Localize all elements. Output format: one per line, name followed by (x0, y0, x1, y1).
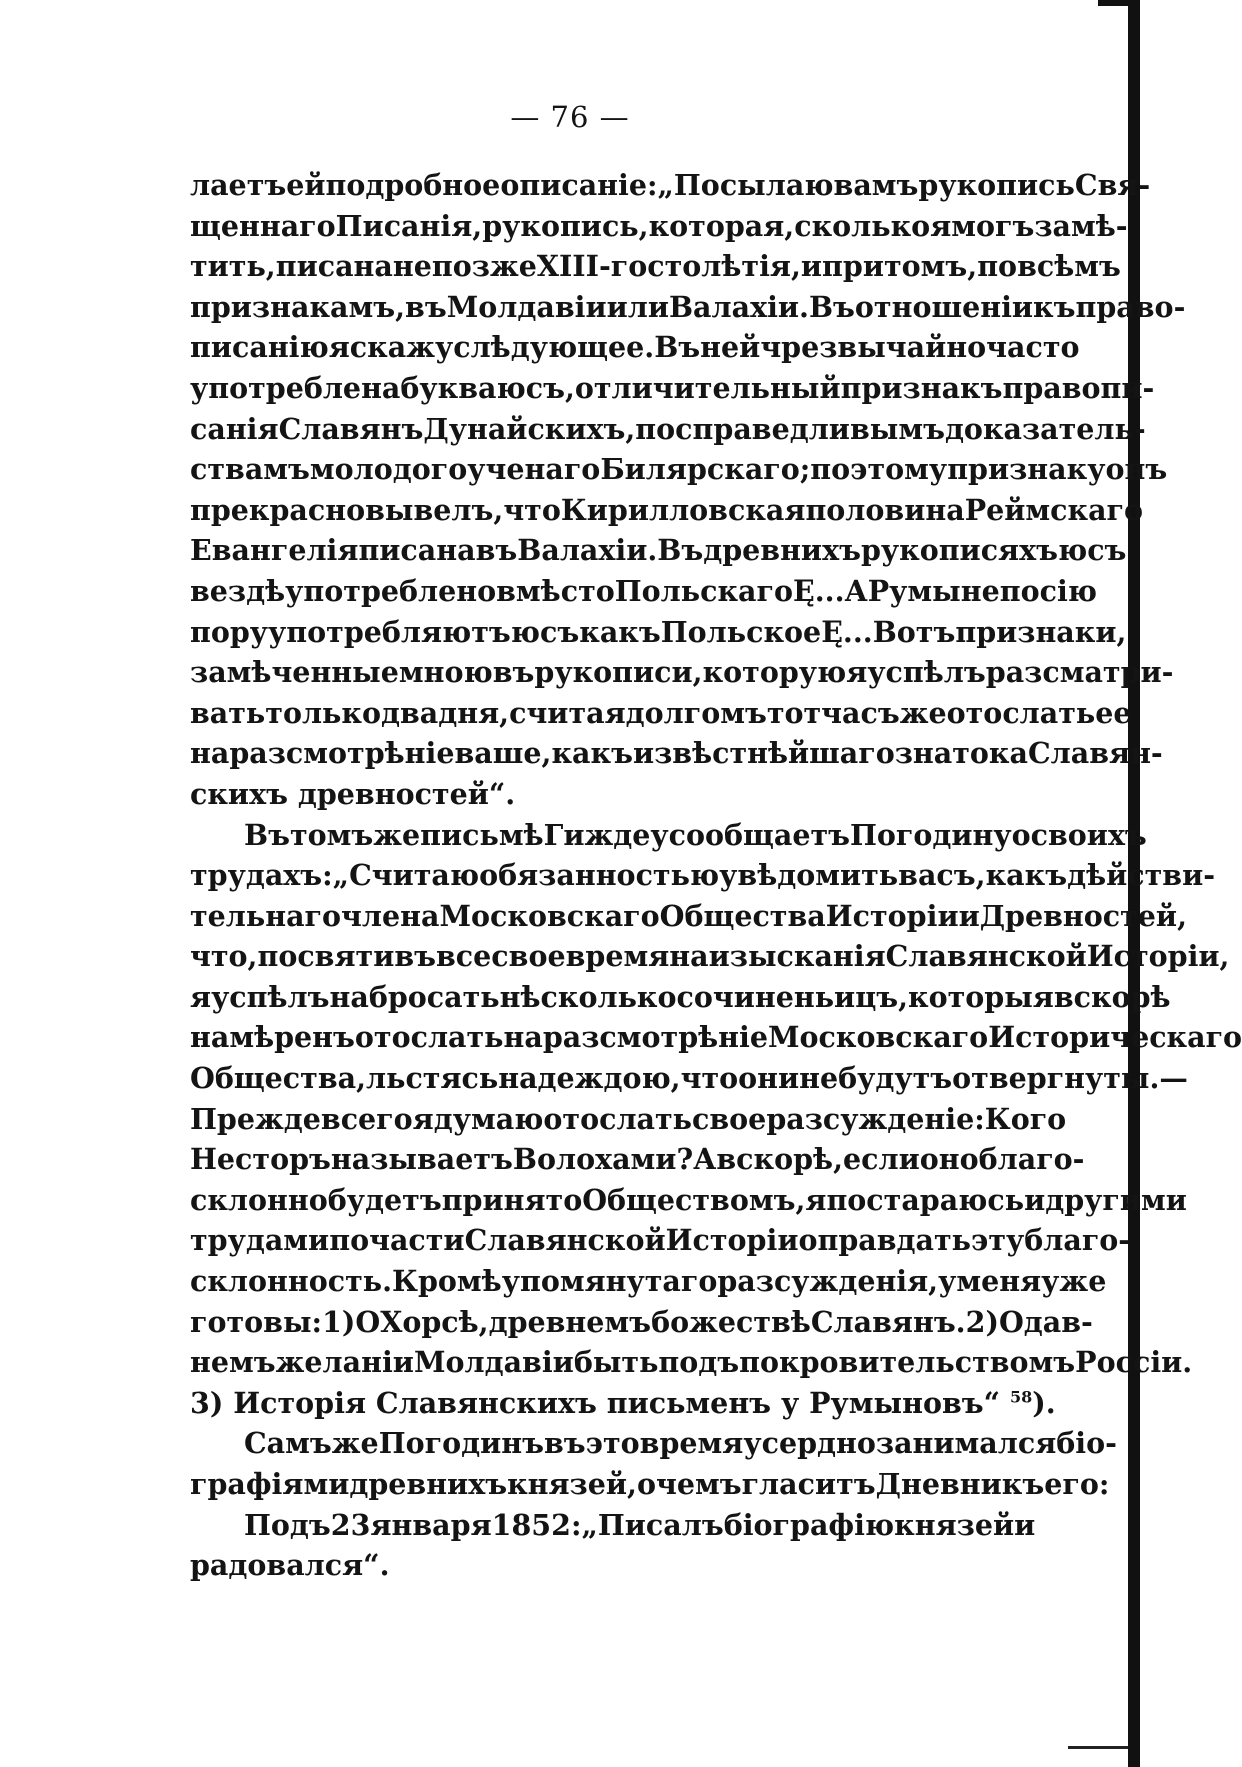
text-line (190, 936, 1230, 977)
word: Славянъ. (810, 1304, 966, 1339)
word: увѣдомить (719, 858, 899, 893)
word: Польское (660, 614, 822, 649)
word: признаку (947, 452, 1106, 487)
word: не (392, 249, 432, 284)
word: разсматри- (985, 655, 1174, 690)
word: чемъ (655, 1467, 742, 1501)
word: я (805, 1182, 827, 1217)
word: 2) (965, 1304, 999, 1339)
word: вездѣ (190, 573, 286, 608)
word: ваше, (454, 736, 552, 771)
text-line (190, 490, 1144, 531)
word: ее (1095, 695, 1132, 730)
word: юсъ (1057, 533, 1127, 568)
word: же (373, 817, 421, 852)
body-text (190, 165, 1242, 1586)
word: буква (400, 370, 497, 405)
word: оно (919, 1142, 979, 1177)
word: на (669, 939, 709, 974)
word: время (639, 1426, 744, 1461)
page-number: — 76 — (510, 100, 630, 134)
word: рукописяхъ (860, 533, 1058, 568)
word: отослать (354, 1020, 504, 1055)
word: божествѣ (651, 1304, 811, 1339)
text-line-with-footnote (190, 1383, 1056, 1424)
word: какъ (551, 736, 633, 771)
word: къ (1033, 289, 1076, 324)
word: Гиждеу (543, 817, 669, 852)
word: два (380, 695, 439, 730)
word: князей (894, 1507, 1015, 1542)
word: покровительствомъ (739, 1345, 1076, 1380)
word: о (1011, 817, 1031, 852)
word: обязанностью (479, 858, 720, 893)
word: древнемъ (488, 1304, 652, 1339)
word: сколько (794, 208, 931, 243)
word: 1) (322, 1304, 356, 1339)
word: письмѣ (420, 817, 544, 852)
word: XIII-го (536, 249, 648, 284)
text-line (190, 1017, 1242, 1058)
word: трудами (190, 1223, 330, 1258)
word: разсужденія, (717, 1264, 939, 1299)
word: Кирилловская (560, 492, 806, 527)
word: оправдать (798, 1223, 971, 1258)
word: я (328, 330, 350, 365)
word: льстясь (366, 1061, 499, 1096)
word: гласитъ (741, 1467, 876, 1501)
word: чрезвычайно (760, 330, 987, 365)
word: ученаго (467, 452, 601, 487)
word: которую (702, 655, 847, 690)
text-line (190, 246, 1121, 287)
word: Общества, (190, 1061, 367, 1096)
word: будетъ (327, 1182, 442, 1217)
text-line (190, 733, 1163, 774)
word: Писанія, (335, 208, 483, 243)
word: склонно (190, 1182, 328, 1217)
word: я (190, 979, 212, 1014)
word: „Считаю (332, 858, 480, 893)
word: Обществомъ, (582, 1182, 806, 1217)
text-line (190, 206, 1128, 247)
word: Кромѣ (392, 1264, 502, 1299)
word: отвергнуты.— (952, 1061, 1188, 1096)
word: благо- (1024, 1223, 1131, 1258)
paragraph-4 (190, 1505, 1036, 1586)
word: немъ (190, 1345, 276, 1380)
word: Подъ (244, 1507, 331, 1542)
word: право- (1075, 289, 1186, 324)
word: Евангелія (190, 533, 359, 568)
word: употреблено (285, 573, 497, 608)
word: сообщаетъ (668, 817, 850, 852)
word: и (1024, 1182, 1046, 1217)
word: всего (320, 1101, 413, 1136)
word: замѣченные (190, 655, 399, 690)
text-line (190, 1464, 1110, 1505)
word: тельнаго (190, 898, 342, 933)
word: успѣлъ (867, 655, 986, 690)
word: уже (1041, 1264, 1107, 1299)
word: время (565, 939, 670, 974)
word: дня, (438, 695, 510, 730)
word: Погодинъ (378, 1426, 544, 1461)
text-line (190, 1261, 1107, 1302)
word: онъ (1105, 452, 1168, 487)
text-line (190, 409, 1146, 450)
word: позже (431, 249, 537, 284)
word: готовы: (190, 1304, 323, 1339)
word: Билярскаго; (600, 452, 811, 487)
word: Московскаго (439, 898, 660, 933)
word: которыя (908, 979, 1054, 1014)
word: Славян- (1027, 736, 1163, 771)
word: часто (986, 330, 1080, 365)
word: 23 (330, 1507, 371, 1542)
word: Хорсѣ, (380, 1304, 489, 1339)
word: если (843, 1142, 920, 1177)
word: этому (850, 452, 948, 487)
word: Вотъ (872, 614, 956, 649)
word: что, (190, 939, 258, 974)
word: въ (405, 289, 447, 324)
text-line (190, 855, 1216, 896)
word: Исторіи, (1086, 939, 1230, 974)
word: посвятивъ (257, 939, 436, 974)
word: думаю (433, 1101, 544, 1136)
word: О (355, 1304, 381, 1339)
word: рукопись, (482, 208, 649, 243)
word: на (503, 1020, 543, 1055)
word: могъ (951, 208, 1035, 243)
word: Молдавіи (413, 1345, 574, 1380)
word: другими (1045, 1182, 1187, 1217)
text-line (190, 165, 1151, 206)
word: въ (543, 1426, 586, 1461)
word: біо- (1056, 1426, 1117, 1461)
word: рукопись (918, 168, 1075, 202)
word: юсъ, (496, 370, 575, 405)
word: сочиненьицъ, (676, 979, 909, 1014)
word: древнихъ (349, 1467, 508, 1501)
word: января (370, 1507, 492, 1542)
text-line-tail: ). (1032, 1385, 1056, 1420)
word: О (998, 1304, 1024, 1339)
word: признаки, (955, 614, 1127, 649)
word: писана (358, 533, 476, 568)
text-line (190, 1099, 1067, 1140)
text-line (190, 449, 1168, 490)
word: Реймскаго (964, 492, 1144, 527)
word: молодого (309, 452, 468, 487)
text-line (190, 571, 1097, 612)
text-line (190, 652, 1174, 693)
word: въ (475, 533, 518, 568)
word: долгомъ (625, 695, 767, 730)
word: Славянской (464, 1223, 666, 1258)
word: признакъ (840, 370, 1003, 405)
word: ней (700, 330, 761, 365)
word: описаніе: (500, 168, 658, 202)
word: Московскаго (768, 1020, 989, 1055)
word: Въ (657, 533, 704, 568)
word: что (503, 492, 561, 527)
word: столѣтія, (647, 249, 801, 284)
word: васъ, (898, 858, 986, 893)
word: на (190, 736, 230, 771)
word: Дневникъ (875, 1467, 1045, 1501)
word: меня (956, 1264, 1042, 1299)
word: Самъ (244, 1426, 332, 1461)
word: желаніи (275, 1345, 414, 1380)
word: доказатель- (944, 411, 1146, 446)
word: Несторъ (190, 1142, 331, 1177)
word: усердно (743, 1426, 876, 1461)
word: „Посылаю (657, 168, 834, 202)
word: Въ (654, 330, 701, 365)
word: Древностей, (979, 898, 1187, 933)
word: Прежде (190, 1101, 321, 1136)
word: набросать (329, 979, 500, 1014)
text-line (190, 327, 1080, 368)
word: санія (190, 411, 279, 446)
word: я (412, 1101, 434, 1136)
word: разсужденіе: (766, 1101, 985, 1136)
word: писанію (190, 330, 329, 365)
word: справедливымъ (675, 411, 945, 446)
word: разсмотрѣніе (542, 1020, 768, 1055)
word: лаетъ (190, 168, 287, 202)
word: отослать (543, 1101, 693, 1136)
text-line (190, 530, 1127, 571)
word: своихъ (1030, 817, 1147, 852)
word: древнихъ (703, 533, 861, 568)
word: намѣренъ (190, 1020, 355, 1055)
word: свое (692, 1101, 767, 1136)
word: Свя- (1074, 168, 1151, 202)
word: что (680, 1061, 739, 1096)
word: будутъ (838, 1061, 953, 1096)
word: А (693, 1142, 717, 1177)
word: Ę... (793, 573, 845, 608)
word: Въ (244, 817, 290, 852)
word: изысканія (708, 939, 886, 974)
word: надеждою, (498, 1061, 681, 1096)
word: называетъ (330, 1142, 513, 1177)
scan-edge-top-mark (1098, 0, 1128, 6)
word: сію (1039, 573, 1097, 608)
word: Исторіи (825, 898, 959, 933)
scan-edge-bottom-mark (1068, 1746, 1128, 1749)
text-line (190, 693, 1132, 734)
word: и (958, 898, 980, 933)
word: занимался (875, 1426, 1057, 1461)
paragraph-1 (190, 165, 1186, 815)
word: юсъ (510, 614, 580, 649)
word: Молдавіи (446, 289, 607, 324)
word: прекрасно (190, 492, 366, 527)
word: мною (398, 655, 493, 690)
word: по (329, 1223, 370, 1258)
word: ей (286, 168, 326, 202)
word: Валахіи. (668, 289, 809, 324)
word: „Писалъ (581, 1507, 724, 1542)
word: у (938, 1264, 957, 1299)
word: князей, (507, 1467, 637, 1501)
word: отослать (946, 695, 1096, 730)
word: по (977, 249, 1018, 284)
word: Румыне (867, 573, 1000, 608)
word: пору (190, 614, 269, 649)
word: Волохами? (512, 1142, 694, 1177)
word: замѣ- (1034, 208, 1128, 243)
word: которая, (648, 208, 795, 243)
word: подъ (658, 1345, 740, 1380)
paragraph-2 (190, 815, 1242, 1424)
word: 1852: (491, 1507, 582, 1542)
word: все (436, 939, 492, 974)
word: отношеніи (854, 289, 1034, 324)
word: по (635, 411, 676, 446)
word: члена (341, 898, 440, 933)
word: Дунайскихъ, (423, 411, 636, 446)
text-line (190, 287, 1186, 328)
word: половина (805, 492, 965, 527)
word: или (606, 289, 669, 324)
word: свое (491, 939, 566, 974)
word: Польскаго (614, 573, 793, 608)
word: вскорѣ (1053, 979, 1171, 1014)
footnote-marker: 58 (1010, 1387, 1033, 1407)
word: Въ (808, 289, 855, 324)
word: это (585, 1426, 640, 1461)
paragraph-3 (190, 1423, 1117, 1504)
word: Славянской (885, 939, 1087, 974)
word: томъ (289, 817, 374, 852)
word: правопи- (1002, 370, 1155, 405)
word: тить, (190, 249, 276, 284)
text-line (190, 1180, 1187, 1221)
word: Валахіи. (517, 533, 658, 568)
word: Славянъ (278, 411, 424, 446)
word: Кого (984, 1101, 1067, 1136)
word: по (810, 452, 851, 487)
word: склонность. (190, 1264, 393, 1299)
word: постараюсь (826, 1182, 1025, 1217)
word: трудахъ: (190, 858, 333, 893)
word: только (265, 695, 381, 730)
word: тотчасъ (766, 695, 900, 730)
word: употреблена (190, 370, 401, 405)
text-line-part: 3) Исторія Славянскихъ письменъ у Румыновъ“ (190, 1385, 1001, 1420)
word: вамъ (833, 168, 919, 202)
word: дав- (1023, 1304, 1093, 1339)
text-line (190, 1505, 1036, 1546)
word: слѣдующее. (453, 330, 655, 365)
word: біографію (723, 1507, 895, 1542)
text-line (190, 1058, 1188, 1099)
word: вмѣсто (496, 573, 615, 608)
word: скажу (349, 330, 454, 365)
word: Россіи. (1075, 1345, 1193, 1380)
word: и (1014, 1507, 1036, 1542)
word: какъ (579, 614, 661, 649)
word: его: (1044, 1467, 1110, 1501)
word: быть (573, 1345, 659, 1380)
word: по (999, 573, 1040, 608)
text-line (190, 1220, 1131, 1261)
word: А (844, 573, 868, 608)
text-line (190, 896, 1187, 937)
word: графіями (190, 1467, 350, 1501)
text-line (190, 815, 1147, 856)
text-line (190, 612, 1127, 653)
word: вскорѣ, (716, 1142, 844, 1177)
word: я (930, 208, 952, 243)
text-line: радовался“. (190, 1548, 390, 1583)
word: Историческаго (988, 1020, 1242, 1055)
text-line (190, 1302, 1093, 1343)
word: не (799, 1061, 839, 1096)
word: принято (441, 1182, 583, 1217)
word: всѣмъ (1017, 249, 1121, 284)
word: части (369, 1223, 465, 1258)
word: вать (190, 695, 266, 730)
word: эту (970, 1223, 1025, 1258)
word: и (800, 249, 823, 284)
word: же (331, 1426, 379, 1461)
word: знатока (894, 736, 1028, 771)
text-line (190, 1342, 1193, 1383)
word: упомянутаго (501, 1264, 718, 1299)
word: ствамъ (190, 452, 310, 487)
word: употребляютъ (268, 614, 511, 649)
word: щеннаго (190, 208, 336, 243)
word: отличительный (574, 370, 841, 405)
word: же (899, 695, 947, 730)
word: Ę... (821, 614, 873, 649)
word: Исторіи (665, 1223, 799, 1258)
word: благо- (978, 1142, 1085, 1177)
word: Погодину (849, 817, 1012, 852)
word: подробное (325, 168, 501, 202)
word: рукописи, (534, 655, 703, 690)
text-line (190, 368, 1155, 409)
word: какъ (985, 858, 1068, 893)
text-line (190, 1139, 1085, 1180)
word: они (738, 1061, 800, 1096)
word: дѣйстви- (1067, 858, 1216, 893)
word: извѣстнѣйшаго (632, 736, 895, 771)
word: успѣлъ (211, 979, 330, 1014)
word: о (636, 1467, 656, 1501)
text-line: скихъ древностей“. (190, 776, 516, 811)
text-line (190, 977, 1171, 1018)
text-line (190, 1423, 1117, 1464)
word: признакамъ, (190, 289, 406, 324)
word: вывелъ, (365, 492, 504, 527)
word: считая (509, 695, 626, 730)
word: въ (492, 655, 535, 690)
word: разсмотрѣніе (229, 736, 455, 771)
word: писана (275, 249, 393, 284)
word: нѣсколько (499, 979, 677, 1014)
word: я (846, 655, 868, 690)
word: Общества (659, 898, 826, 933)
word: притомъ, (822, 249, 978, 284)
